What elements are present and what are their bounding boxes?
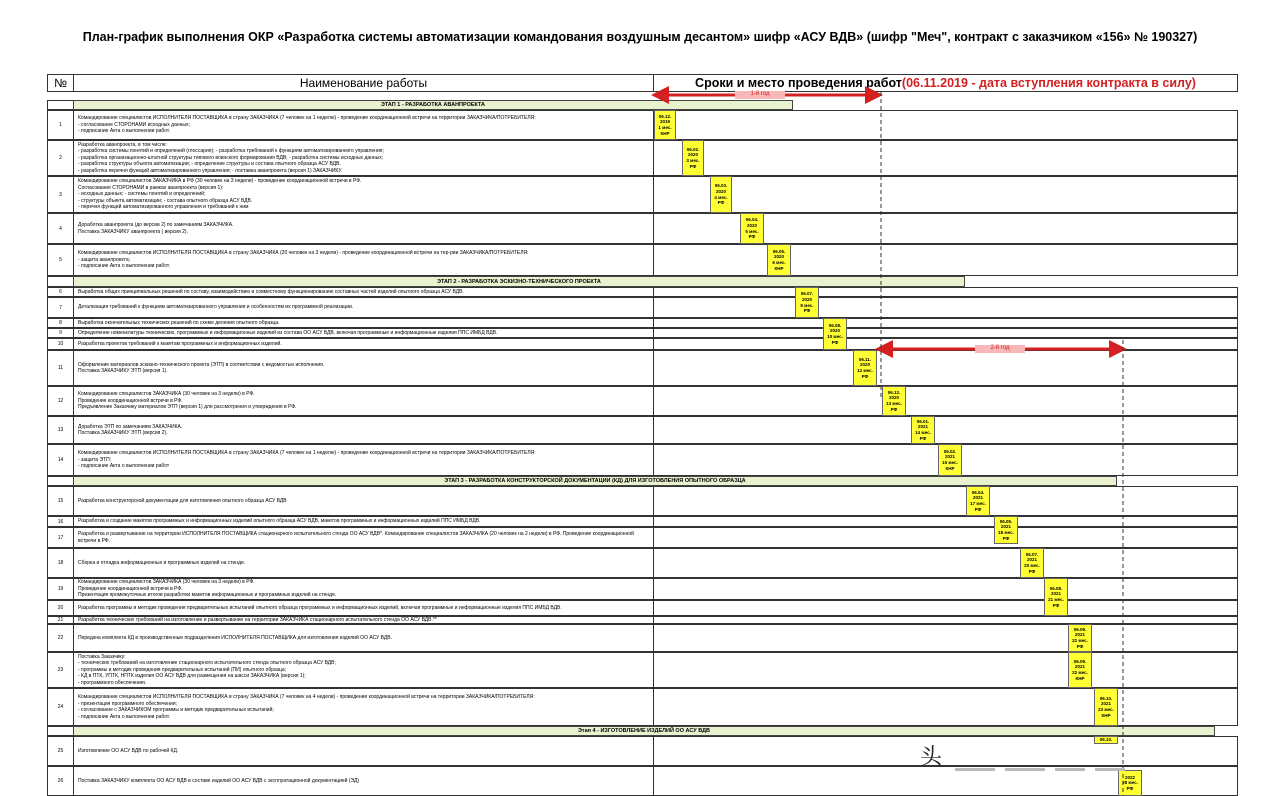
row-number: 16 [47,516,74,527]
milestone-box: 06.05. 2021 18 мес. РФ [994,516,1018,544]
row-timeline [653,176,1238,213]
stage-header: ЭТАП 2 - РАЗРАБОТКА ЭСКИЗНО-ТЕХНИЧЕСКОГО ПРОЕКТА [73,276,965,287]
row-number: 22 [47,624,74,652]
row-number: 4 [47,213,74,244]
page-title: План-график выполнения ОКР «Разработка системы автоматизации командования воздушным десантом» шифр «АСУ ВДВ» (шифр "Меч", контракт с заказчиком «156» № 190327) [82,30,1198,44]
header-number: № [47,74,74,92]
milestone-box: 06.02. 2020 3 мес. РФ [682,140,704,176]
row-number: 21 [47,616,74,624]
milestone-box: 06.04. 2021 17 мес. РФ [966,486,990,516]
row-number: 9 [47,328,74,338]
row-description: Сборка и отладка информационных и программных изделий на стенде. [73,548,654,578]
milestone-box: 06.10. 2021 23 мес. КНР [1094,688,1118,726]
row-timeline [653,386,1238,416]
header-period-label: Сроки и место проведения работ [695,76,902,90]
milestone-box: 06.05. 2020 6 мес. КНР [767,244,791,276]
milestone-box: 06.04. 2020 5 мес. РФ [740,213,764,244]
milestone-box: 06.07. 2020 8 мес. РФ [795,287,819,318]
row-description: Выработка общих принципиальных решений по составу, взаимодействию и совместному функционированию составных частей изделий опытного образца АСУ ВДВ. [73,287,654,297]
row-description: Поставка Заказчику: - технических требований на изготовление стационарного испытательного стенда опытного образца АСУ ВДВ; - программы и методик проведения предварительных испытаний (ПИ) опытного образца; - КД в ПТК, УПТК, НПТК изделия ОО АСУ ВДВ для размещения на шасси ЗАКАЗЧИКА (версия 1); - программного обеспечения. [73,652,654,688]
watermark-decoration [1095,768,1125,771]
row-number: 20 [47,600,74,616]
stage-number-cell [47,100,74,110]
row-description: Передача комплекта КД в производственные подразделения ИСПОЛНИТЕЛЯ ПОСТАВЩИКА для изготовления изделий ОО АСУ ВДВ. [73,624,654,652]
row-number: 5 [47,244,74,276]
year2-label: 2-й год [975,345,1025,353]
row-description: Разработка аванпроекта, в том числе: - разработка системы понятий и определений (глоссария); - разработка требований к функциям автоматизированного управления; - разработка организационно-штатной структуры типового воинского формирования ВДВ; - разработка системы исходных данных; - разработка структуры объекта автоматизации; - определение структуры и состава опытного образца АСУ ВДВ. - разработка перечня функций автоматизированного управления; - поставка аванпроекта (версия 1) ЗАКАЗЧИКУ. [73,140,654,176]
stage-header: ЭТАП 3 - РАЗРАБОТКА КОНСТРУКТОРСКОЙ ДОКУМЕНТАЦИИ (КД) ДЛЯ ИЗГОТОВЛЕНИЯ ОПЫТНОГО ОБРАЗЦА [73,476,1117,486]
row-timeline [653,297,1238,318]
milestone-box: 06.09. 2021 22 мес. КНР [1068,652,1092,688]
row-timeline [653,350,1238,386]
row-number: 11 [47,350,74,386]
row-description: Командирование специалистов ИСПОЛНИТЕЛЯ ПОСТАВЩИКА в страну ЗАКАЗЧИКА (7 человек на 4 недели) - проведение координационной встречи на территории ЗАКАЗЧИКА/ПОТРЕБИТЕЛЯ: - презентация программного обеспечения; - согласование с ЗАКАЗЧИКОМ программы и методик предварительных испытаний; - подписание Акта о выполнении работ. [73,688,654,726]
stage-number-cell [47,726,74,736]
row-number: 14 [47,444,74,476]
row-timeline [653,338,1238,350]
row-description: Определение номенклатуры технических, программных и информационных изделий из состава ОО АСУ ВДВ, включая программные и информационные изделия ППС ИМБД ВДВ. [73,328,654,338]
row-number: 7 [47,297,74,318]
row-timeline [653,736,1238,766]
row-description: Оформление материалов эскизно-технического проекта (ЭТП) в соответствии с ведомостью исполнения. Поставка ЗАКАЗЧИКУ ЭТП (версия 1). [73,350,654,386]
row-number: 8 [47,318,74,328]
row-description: Командирование специалистов ЗАКАЗЧИКА (30 человек на 3 недели) в РФ. Проведение координационной встречи в РФ. Предъявление Заказчику материалов ЭТП (версия 1) для рассмотрения и утверждения в РФ. [73,386,654,416]
watermark-decoration [1055,768,1085,771]
row-description: Поставка ЗАКАЗЧИКУ комплекта ОО АСУ ВДВ в составе изделий ОО АСУ ВДВ с эксплуатационной документацией (ЭД) [73,766,654,796]
row-description: Изготовление ОО АСУ ВДВ по рабочей КД. [73,736,654,766]
row-number: 6 [47,287,74,297]
row-timeline [653,616,1238,624]
row-number: 17 [47,527,74,548]
row-timeline [653,548,1238,578]
header-period [653,74,1238,92]
watermark-decoration [1005,768,1045,771]
row-timeline [653,244,1238,276]
row-timeline [653,110,1238,140]
row-timeline [653,624,1238,652]
stage-number-cell [47,276,74,287]
year1-label: 1-й год [735,91,785,99]
row-description: Разработка программы и методик проведения предварительных испытаний опытного образца программных и информационных изделий, включая программные и информационные изделия ППС ИМБД ВДВ. [73,600,654,616]
stage-header: Этап 4 - ИЗГОТОВЛЕНИЕ ИЗДЕЛИЙ ОО АСУ ВДВ [73,726,1215,736]
row-number: 2 [47,140,74,176]
row-timeline [653,600,1238,616]
row-number: 19 [47,578,74,600]
milestone-box: 06.02. 2021 15 мес. КНР [938,444,962,476]
row-number: 15 [47,486,74,516]
milestone-box: 06.11. 2020 12 мес. РФ [853,350,877,386]
milestone-box: 06.07. 2021 20 мес. РФ [1020,548,1044,578]
row-description: Командирование специалистов ЗАКАЗЧИКА (30 человек на 3 недели) в РФ. Проведение координационной встречи в РФ. Презентация промежуточных итогов разработки макетов информационных и программных изделий на стенде. [73,578,654,600]
row-number: 12 [47,386,74,416]
stage-number-cell [47,476,74,486]
row-timeline [653,766,1238,796]
row-description: Детализация требований к функциям автоматизированного управления и особенностям их программной реализации. [73,297,654,318]
row-timeline [653,527,1238,548]
milestone-box: 06.03. 2020 4 мес. РФ [710,176,732,213]
row-description: Командирование специалистов ИСПОЛНИТЕЛЯ ПОСТАВЩИКА в страну ЗАКАЗЧИКА (20 человек на 3 недели) - проведение координационной встречи на тер-рии ЗАКАЗЧИКА/ПОТРЕБИТЕЛЯ: - защита аванпроекта; - подписание Акта о выполнении работ. [73,244,654,276]
milestone-box: 06.12. 2020 13 мес. РФ [882,386,906,416]
watermark-decoration [955,768,995,771]
row-timeline [653,328,1238,338]
row-description: Доработка аванпроекта (до версии 2) по замечаниям ЗАКАЗЧИКА. Поставка ЗАКАЗЧИКУ аванпроекта ( версия 2). [73,213,654,244]
row-number: 23 [47,652,74,688]
milestone-box: 06.09. 2021 22 мес. РФ [1068,624,1092,652]
row-timeline [653,416,1238,444]
row-timeline [653,516,1238,527]
row-description: Командирование специалистов ИСПОЛНИТЕЛЯ ПОСТАВЩИКА в страну ЗАКАЗЧИКА (7 человек на 1 неделю) - проведение координационной встречи на территории ЗАКАЗЧИКА/ПОТРЕБИТЕЛЯ: - защита ЭТП; - подписание Акта о выполнении работ [73,444,654,476]
row-description: Командирование специалистов ЗАКАЗЧИКА в РФ (30 человек на 3 недели) - проведение координационной встречи в РФ. Согласование СТОРОНАМИ в рамках аванпроекта (версия 1): - исходных данных; - системы понятий и определений; - структуры объекта автоматизации; - состава опытного образца АСУ ВДВ. - перечня функций автоматизированного управления и требований к ним [73,176,654,213]
row-number: 10 [47,338,74,350]
row-number: 26 [47,766,74,796]
row-description: Доработка ЭТП по замечаниям ЗАКАЗЧИКА. Поставка ЗАКАЗЧИКУ ЭТП (версия 2). [73,416,654,444]
row-description: Командирование специалистов ИСПОЛНИТЕЛЯ ПОСТАВЩИКА в страну ЗАКАЗЧИКА (7 человек на 1 неделю) - проведение координационной встречи на территории ЗАКАЗЧИКА/ПОТРЕБИТЕЛЯ: - согласование СТОРОНАМИ исходных данных; - подписание Акта о выполнении работ. [73,110,654,140]
row-description: Выработка окончательных технических решений по схеме деления опытного образца. [73,318,654,328]
milestone-box: 06.10. [1094,736,1118,744]
milestone-box: 2022 28 мес. РФ [1118,770,1142,796]
row-number: 3 [47,176,74,213]
milestone-box: 06.01. 2021 14 мес. РФ [911,416,935,444]
row-description: Разработка и создание макетов программных и информационных изделий опытного образца АСУ ВДВ, макетов программных и информационных изделий ППС ИМБД ВДВ. [73,516,654,527]
row-description: Разработка технических требований на изготовление и развертывание на территории ЗАКАЗЧИКА стационарного испытательного стенда ОО АСУ ВДВ.** [73,616,654,624]
row-timeline [653,140,1238,176]
header-period-date: (06.11.2019 - дата вступления контракта в силу) [901,76,1196,90]
row-description: Разработка и развертывание на территории ИСПОЛНИТЕЛЯ ПОСТАВЩИКА стационарного испытательного стенда ОО АСУ ВДВ*. Командирование специалистов ЗАКАЗЧИКА (20 человек на 2 недели) в РФ. Проведение координационной встречи в РФ. [73,527,654,548]
row-number: 25 [47,736,74,766]
watermark: 头 [920,744,943,769]
row-timeline [653,287,1238,297]
row-number: 18 [47,548,74,578]
row-number: 1 [47,110,74,140]
milestone-box: 06.08. 2021 21 мес. РФ [1044,578,1068,616]
stage-header: ЭТАП 1 - РАЗРАБОТКА АВАНПРОЕКТА [73,100,793,110]
row-number: 24 [47,688,74,726]
header-name: Наименование работы [73,74,654,92]
row-timeline [653,486,1238,516]
milestone-box: 06.12. 2019 1 мес. КНР [654,110,676,140]
row-description: Разработка проектов требований к макетам программных и информационных изделий. [73,338,654,350]
row-timeline [653,688,1238,726]
row-timeline [653,652,1238,688]
row-timeline [653,318,1238,328]
milestone-box: 06.08. 2020 10 мес. РФ [823,318,847,350]
row-description: Разработка конструкторской документации для изготовления опытного образца АСУ ВДВ [73,486,654,516]
row-number: 13 [47,416,74,444]
row-timeline [653,578,1238,600]
